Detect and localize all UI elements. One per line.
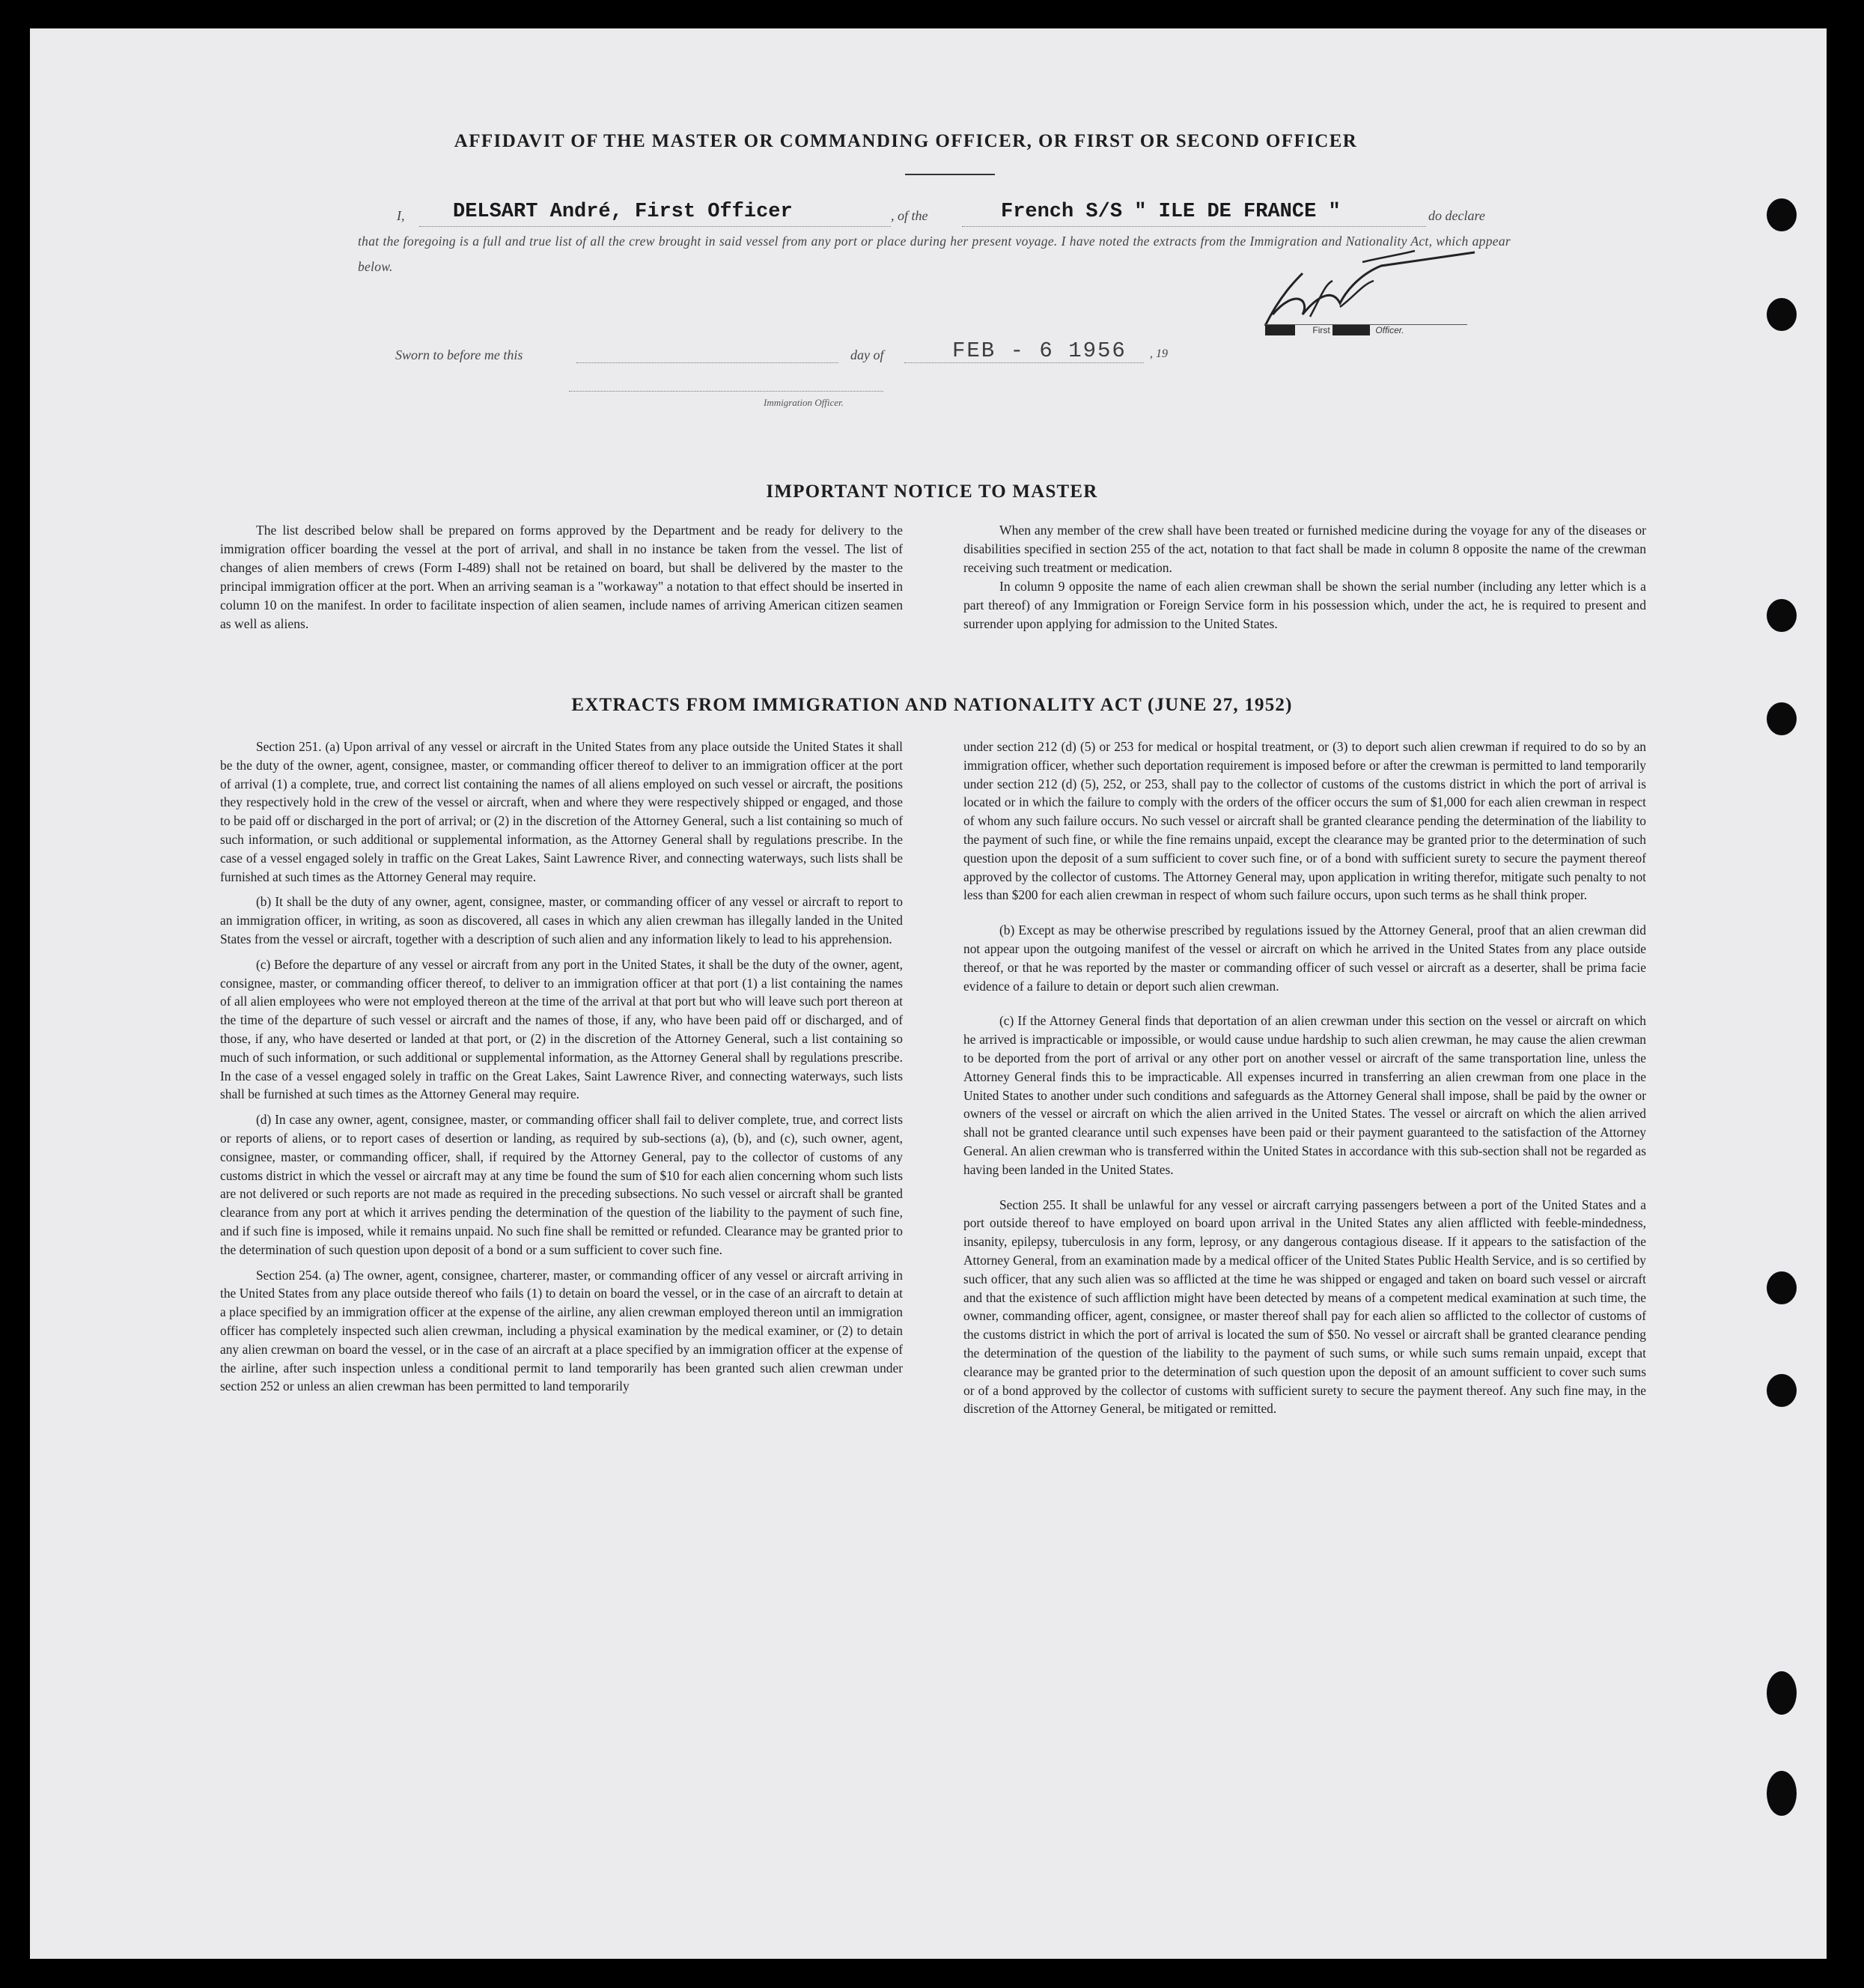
section-251-a: Section 251. (a) Upon arrival of any vessel or aircraft in the United States from any place outside the United States it shall be the duty of the owner, agent, consignee, master, or commanding officer thereof to deliver to an immigration officer at the port of arrival (1) a complete, true, and correct list containing the names of all aliens employed on such vessel or aircraft, the positions they respectively hold in the crew of the vessel or aircraft, when and where they were respectively shipped or engaged, and those to be paid off or discharged in the port of arrival; or (2) in the discretion of the Attorney General, such a list containing so much of such information, or such additional or supplemental information, as the Attorney General shall by regulations prescribe. In the case of a vessel engaged solely in traffic on the Great Lakes, Saint Lawrence River, and connecting waterways, such lists shall be furnished at such times as the Attorney General may require.: [220, 739, 903, 884]
extracts-title: EXTRACTS FROM IMMIGRATION AND NATIONALITY ACT (JUNE 27, 1952): [571, 695, 1293, 715]
affidavit-title: AFFIDAVIT OF THE MASTER OR COMMANDING OFFICER, OR FIRST OR SECOND OFFICER: [454, 131, 1358, 151]
first-label: First: [1312, 325, 1330, 335]
sworn-line: [576, 362, 838, 363]
punch-hole: [1767, 1271, 1797, 1304]
struck-master: XXXX: [1265, 325, 1296, 335]
declaration-text: that the foregoing is a full and true list of all the crew brought in said vessel from any port or place during her present voyage. I have noted the extracts from the Immigration and Nationality Act, which appear below.: [358, 234, 1511, 274]
section-251-b: (b) It shall be the duty of any owner, agent, consignee, master, or commanding officer of any vessel or aircraft to report to an immigration officer, in writing, as soon as discovered, all cases in which any alien crewman has illegally landed in the United States from the vessel or aircraft, together with a description of such alien and any information likely to lead to his apprehension.: [220, 894, 903, 946]
punch-hole: [1767, 298, 1797, 331]
notice-left-column: [220, 521, 903, 640]
date-stamp: FEB - 6 1956: [952, 338, 1127, 363]
section-254-b: (b) Except as may be otherwise prescribed by regulations issued by the Attorney General, proof that an alien crewman did not appear upon the outgoing manifest of the vessel or aircraft on which he arrived in the United States from any place outside thereof, or that he was reported by the master or commanding officer of such vessel or aircraft as a deserter, shall be prima facie evidence of a failure to detain or deport such alien crewman.: [963, 922, 1646, 994]
year-prefix: , 19: [1150, 347, 1168, 360]
notice-right-column: [963, 521, 1646, 640]
notice-right-paragraph-2: In column 9 opposite the name of each alien crewman shall be shown the serial number (including any letter which is a part thereof) of any Immigration or Foreign Service form in his possession which, under the act, he is required to present and surrender upon applying for admission to the United States.: [963, 579, 1646, 631]
of-the-label: , of the: [891, 208, 928, 223]
notice-title: IMPORTANT NOTICE TO MASTER: [766, 481, 1098, 502]
section-251-c: (c) Before the departure of any vessel or aircraft from any port in the United States, it shall be the duty of the owner, agent, consignee, master, or commanding officer thereof, to deliver to an immigration officer at that port (1) a list containing the names of all alien employees who were not employed thereon at the time of the arrival at that port but who will leave such port thereon at the time of the departure of such vessel or aircraft and the names of those, if any, who have been paid off or discharged, and of those, if any, who have deserted or landed at that port, or (2) in the discretion of the Attorney General, such a list containing so much of such information, or such additional or supplemental information, as the Attorney General shall by regulations prescribe. In the case of a vessel engaged solely in traffic on the Great Lakes, Saint Lawrence River, and connecting waterways, such lists shall be furnished at such times as the Attorney General may require.: [220, 956, 903, 1102]
punch-hole: [1767, 1671, 1797, 1715]
immigration-officer-label: Immigration Officer.: [764, 397, 844, 408]
section-254-a: Section 254. (a) The owner, agent, consignee, charterer, master, or commanding officer of any vessel or aircraft arriving in the United States from any place outside thereof who fails (1) to detain on board the vessel, or in the case of an aircraft to detain at a place specified by an immigration officer at the expense of the airline, any alien crewman employed thereon until an immigration officer has completely inspected such alien crewman, including a physical examination by the medical examiner, or (2) to detain any alien crewman on board the vessel, or in the case of an aircraft at a place specified by an immigration officer at the expense of the airline, after such inspection unless a conditional permit to land temporarily has been granted such alien crewman under section 252 or unless an alien crewman has been permitted to land temporarily: [220, 1267, 903, 1394]
officer-name-line: [419, 226, 891, 227]
i-label: I,: [397, 208, 405, 223]
punch-hole: [1767, 1771, 1797, 1816]
do-declare-label: do declare: [1428, 208, 1485, 223]
sworn-label: Sworn to before me this: [395, 347, 523, 362]
officer-label: Officer.: [1375, 325, 1404, 335]
struck-officer: XXXXX: [1332, 325, 1371, 335]
section-255: Section 255. It shall be unlawful for any vessel or aircraft carrying passengers between a port of the United States and a port outside thereof to have employed on board upon arrival in the United States any alien afflicted with feeble-mindedness, insanity, epilepsy, tuberculosis in any form, leprosy, or any dangerous contagious disease. If it appears to the satisfaction of the Attorney General, from an examination made by a medical officer of the United States Public Health Service, and is so certified by such officer, that any such alien was so afflicted at the time he was shipped or engaged and taken on board such vessel or aircraft and that the existence of such affliction might have been detected by means of a competent medical examination at such time, the owner, commanding officer, agent, consignee, or master thereof shall pay for each alien so afflicted to the collector of customs of the customs district in which the port of arrival is located the sum of $50. No vessel or aircraft shall be granted clearance pending the determination of the question of the liability to the payment of such sums, or while such sums remain unpaid, except that clearance may be granted prior to the determination of such question upon the deposit of an amount sufficient to cover such sums or of a bond approved by the collector of customs with sufficient surety to secure the payment thereof. Any such fine may, in the discretion of the Attorney General, be mitigated or remitted.: [963, 1197, 1646, 1417]
punch-hole: [1767, 1374, 1797, 1407]
signature-line: [1265, 324, 1467, 325]
title-rule: [905, 174, 995, 175]
officer-name: DELSART André, First Officer: [453, 201, 793, 223]
day-of-label: day of: [850, 347, 884, 362]
immigration-officer-line: [569, 391, 883, 392]
punch-hole: [1767, 599, 1797, 632]
notice-left-paragraph: The list described below shall be prepared on forms approved by the Department and be ready for delivery to the immigration officer boarding the vessel at the port of arrival, and shall in no instance be taken from the vessel. The list of changes of alien members of crews (Form I-489) shall not be retained on board, but shall be delivered by the master to the principal immigration officer at the port. When an arriving seaman is a "workaway" a notation to that effect should be inserted in column 10 on the manifest. In order to facilitate inspection of alien seamen, include names of arriving American citizen seamen as well as aliens.: [220, 523, 903, 631]
section-254-a-continued: under section 212 (d) (5) or 253 for medical or hospital treatment, or (3) to deport such alien crewman if required to do so by an immigration officer, whether such deportation requirement is imposed before or after the crewman is permitted to land temporarily under section 212 (d) (5), 252, or 253, shall pay to the collector of customs of the customs district in which the port of arrival is located or in which the failure to comply with the orders of the officer occurs the sum of $1,000 for each alien crewman in respect of whom any such failure occurs. No such vessel or aircraft shall be granted clearance pending the determination of the liability to the payment of such fine, or while the fine remains unpaid, except the clearance may be granted prior to the determination of such question upon the deposit of a sum sufficient to cover such fine, or of a bond with sufficient surety to secure the payment thereof approved by the collector of customs. The Attorney General may, upon application in writing therefor, mitigate such penalty to not less than $200 for each alien crewman in respect of whom such failure occurs, upon such terms as he shall think proper.: [963, 739, 1646, 903]
extracts-right-column: [963, 738, 1646, 1425]
notice-right-paragraph-1: When any member of the crew shall have been treated or furnished medicine during the voyage for any of the diseases or disabilities specified in section 255 of the act, notation to that fact shall be made in column 8 opposite the name of the crewman receiving such treatment or medication.: [963, 523, 1646, 575]
punch-hole: [1767, 198, 1797, 231]
extracts-left-column: [220, 738, 903, 1402]
date-line: [904, 362, 1144, 363]
vessel-line: [962, 226, 1426, 227]
officer-signature: [1250, 243, 1490, 337]
vessel-name: French S/S " ILE DE FRANCE ": [1001, 201, 1341, 223]
section-254-c: (c) If the Attorney General finds that deportation of an alien crewman under this section on the vessel or aircraft on which he arrived is impracticable or impossible, or would cause undue hardship to such alien crewman, he may cause the alien crewman to be deported from the port of arrival or any other port on another vessel or aircraft of the same transportation line, unless the Attorney General finds this to be impracticable. All expenses incurred in transferring an alien crewman from one place in the United States to another under such conditions and safeguards as the Attorney General shall impose, shall be paid by the owner or owners of the vessel or aircraft on which the alien arrived in the United States. The vessel or aircraft on which the alien arrived shall not be granted clearance until such expenses have been paid or their payment guaranteed to the satisfaction of the Attorney General. An alien crewman who is transferred within the United States in accordance with this sub-section shall not be regarded as having been landed in the United States.: [963, 1013, 1646, 1177]
signer-title: [1265, 325, 1404, 335]
section-251-d: (d) In case any owner, agent, consignee, master, or commanding officer shall fail to deliver complete, true, and correct lists or reports of aliens, or to report cases of desertion or landing, as required by sub-sections (a), (b), and (c), such owner, agent, consignee, master, or commanding officer, shall, if required by the Attorney General, pay to the collector of customs of any customs district in which the vessel or aircraft may at any time be found the sum of $10 for each alien concerning whom such lists are not delivered or such reports are not made as required in the preceding subsections. No such vessel or aircraft shall be granted clearance from any port at which it arrives pending the determination of the question of the liability to the payment of such fine, and if such fine is imposed, while it remains unpaid. No such fine shall be remitted or refunded. Clearance may be granted prior to the determination of such question upon deposit of a bond or a sum sufficient to cover such fine.: [220, 1112, 903, 1257]
